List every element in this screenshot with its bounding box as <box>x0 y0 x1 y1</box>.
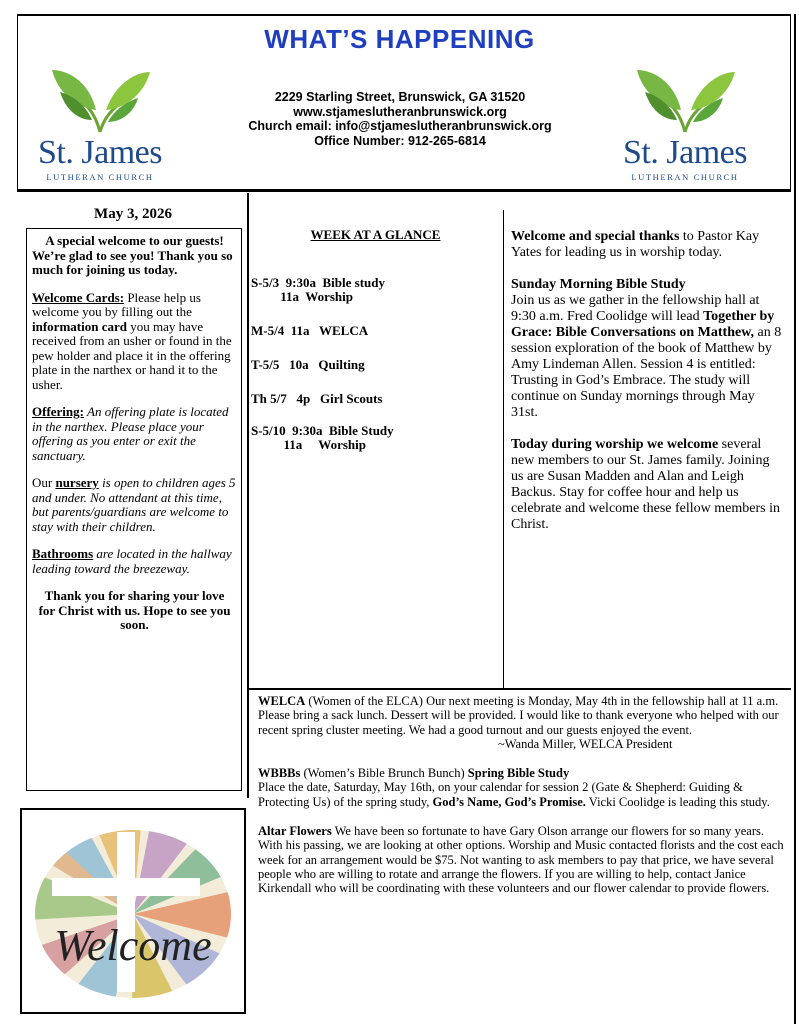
logo-subtext: LUTHERAN CHURCH <box>631 172 739 182</box>
welcome-cards-heading: Welcome Cards: <box>32 289 125 305</box>
church-logo-left <box>30 62 170 182</box>
thanks-paragraph: Welcome and special thanks to Pastor Kay Yates for leading us in worship today. <box>511 229 760 260</box>
office-phone: Office Number: 912-265-6814 <box>314 133 486 148</box>
bathrooms-heading: Bathrooms <box>32 546 94 561</box>
page-right-border <box>794 14 796 1024</box>
schedule-item: S-5/3 9:30a Bible study 11a Worship <box>251 275 385 304</box>
welcome-column <box>32 234 237 646</box>
page-title: WHAT’S HAPPENING <box>264 24 535 54</box>
logo-wordmark: St. James <box>38 134 162 171</box>
welca-article: WELCA (Women of the ELCA) Our next meeting is Monday, May 4th in the fellowship hall at 11 a.m. Please bring a sack lunch. Dessert will be provided. I would like to thank everyone who helped with our recent spring cluster meeting. We had a good turnout and our guests enjoyed the event. ~Wanda Miller, WELCA President <box>258 694 790 751</box>
announcements-column <box>511 229 785 549</box>
church-logo-right <box>615 62 755 182</box>
offering-paragraph: Offering: An offering plate is located in the narthex. Please place your offering as you enter or exit the sanctuary. <box>32 404 229 463</box>
contact-block <box>190 90 610 148</box>
logo-subtext: LUTHERAN CHURCH <box>46 172 154 182</box>
bible-study-paragraph: Sunday Morning Bible Study Join us as we gather in the fellowship hall at 9:30 a.m. Fred Coolidge will lead Together by Grace: Bible Conversations on Matthew, an 8 session exploration of the book of Matthew by Amy Lindeman Allen. Session 4 is entitled: Trusting in God’s Embrace. The study will continue on Sunday mornings through May 31st. <box>511 277 782 420</box>
welcome-intro-1: A special welcome to our guests! <box>45 233 224 248</box>
sprout-leaves-icon <box>615 62 755 137</box>
welcome-intro-2: We’re glad to see you! Thank you so much for joining us today. <box>32 247 233 277</box>
cross-sunburst-icon <box>22 810 244 1012</box>
offering-heading: Offering: <box>32 404 84 419</box>
welcome-graphic <box>20 808 246 1014</box>
bulletin-date: May 3, 2026 <box>94 206 172 222</box>
schedule-item: M-5/4 11a WELCA <box>251 323 369 338</box>
new-members-paragraph: Today during worship we welcome several new members to our St. James family. Joining us are Susan Madden and Alan and Leigh Backus. Stay for coffee hour and help us celebrate and welcome these fellow members in Christ. <box>511 437 780 532</box>
week-at-a-glance-title: WEEK AT A GLANCE <box>310 227 441 242</box>
glance-divider <box>503 210 504 688</box>
website-link[interactable]: www.stjameslutheranbrunswick.org <box>293 104 507 119</box>
schedule-item: S-5/10 9:30a Bible Study 11a Worship <box>251 423 394 452</box>
wbbbs-article: WBBBs (Women’s Bible Brunch Bunch) Spring Bible Study Place the date, Saturday, May 16th, on your calendar for session 2 (Gate & Shepherd: Guiding & Protecting Us) of the spring study, God’s Name, God’s Promise. Vicki Coolidge is leading this study. <box>258 766 770 809</box>
logo-wordmark: St. James <box>623 134 747 171</box>
altar-flowers-article: Altar Flowers We have been so fortunate to have Gary Olson arrange our flowers for so many years. With his passing, we are looking at other options. Worship and Music contacted florists and the cost each week for an arrangement would be $75. Not wanting to ask members to pay that price, we have several people who are willing to rotate and arrange the flowers. If you are willing to help, contact Janice Kirkendall who will be coordinating with these volunteers and our flower calendar to provide flowers. <box>258 824 784 896</box>
church-email[interactable]: Church email: info@stjameslutheranbrunswick.org <box>248 119 552 133</box>
welca-signature: ~Wanda Miller, WELCA President <box>498 736 673 751</box>
street-address: 2229 Starling Street, Brunswick, GA 31520 <box>274 90 526 104</box>
nursery-paragraph: Our nursery is open to children ages 5 and under. No attendant at this time, but parents/guardians are welcome to stay with their children. <box>32 475 236 534</box>
bathrooms-paragraph: Bathrooms are located in the hallway leading toward the breezeway. <box>32 546 232 576</box>
schedule-item: T-5/5 10a Quilting <box>251 357 365 372</box>
articles <box>258 694 790 911</box>
welcome-text: Welcome <box>54 921 212 970</box>
schedule-item: Th 5/7 4p Girl Scouts <box>251 391 383 406</box>
bible-study-heading: Sunday Morning Bible Study <box>511 277 686 292</box>
closing-message: Thank you for sharing your love for Christ with us. Hope to see you soon. <box>38 588 231 632</box>
welcome-cards-paragraph: Welcome Cards: Please help us welcome you by filling out the information card you may have received from an usher or found in the pew holder and place it in the offering plate in the narthex or hand it to the usher. <box>32 289 232 392</box>
sprout-leaves-icon <box>30 62 170 137</box>
